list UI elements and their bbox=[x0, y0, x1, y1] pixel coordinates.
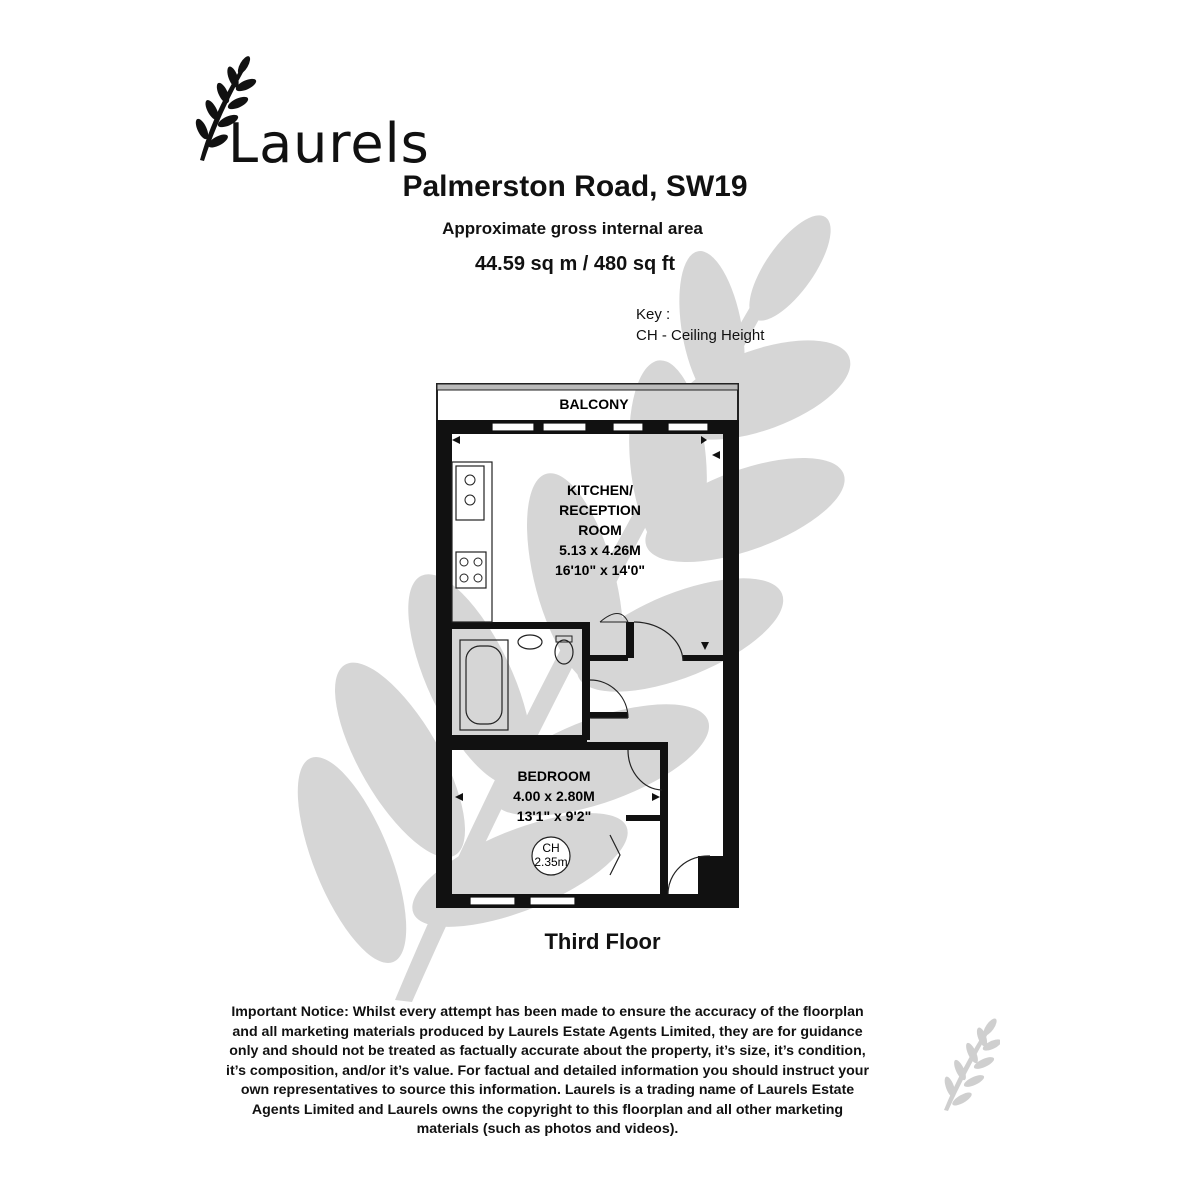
kitchen-dimensions-metric: 5.13 x 4.26M bbox=[559, 542, 641, 558]
brand-logo-text: Laurels bbox=[228, 112, 430, 175]
area-value: 44.59 sq m / 480 sq ft bbox=[474, 253, 676, 275]
key-heading: Key : bbox=[636, 306, 671, 323]
important-notice: Important Notice: Whilst every attempt has been made to ensure the accuracy of the floorplan and all marketing materials produced by Laurels Estate Agents Limited, they are for guidance only and should not be treated as factually accurate about the property, it’s size, it’s condition, it’s composition, and/or it’s value. For factual and detailed information you should instruct your own representatives to source this information. Laurels is a trading name of Laurels Estate Agents Limited and Laurels owns the copyright to this floorplan and all other marketing materials (such as photos and videos). bbox=[226, 1004, 869, 1137]
bedroom-label: BEDROOM bbox=[517, 768, 591, 784]
ceiling-height-label: CH bbox=[542, 841, 560, 855]
bedroom-dimensions-imperial: 13'1" x 9'2" bbox=[516, 808, 592, 824]
area-subtitle: Approximate gross internal area bbox=[442, 219, 703, 238]
property-title: Palmerston Road, SW19 bbox=[402, 170, 748, 203]
balcony-label: BALCONY bbox=[559, 396, 629, 412]
kitchen-label-line1: KITCHEN/ bbox=[566, 482, 634, 498]
floor-label: Third Floor bbox=[544, 929, 661, 954]
ceiling-height-value: 2.35m bbox=[534, 855, 568, 869]
bedroom-dimensions-metric: 4.00 x 2.80M bbox=[513, 788, 595, 804]
kitchen-label-line3: ROOM bbox=[578, 522, 622, 538]
kitchen-label-line2: RECEPTION bbox=[559, 502, 641, 518]
key-item: CH - Ceiling Height bbox=[636, 327, 765, 344]
kitchen-dimensions-imperial: 16'10" x 14'0" bbox=[554, 562, 646, 578]
